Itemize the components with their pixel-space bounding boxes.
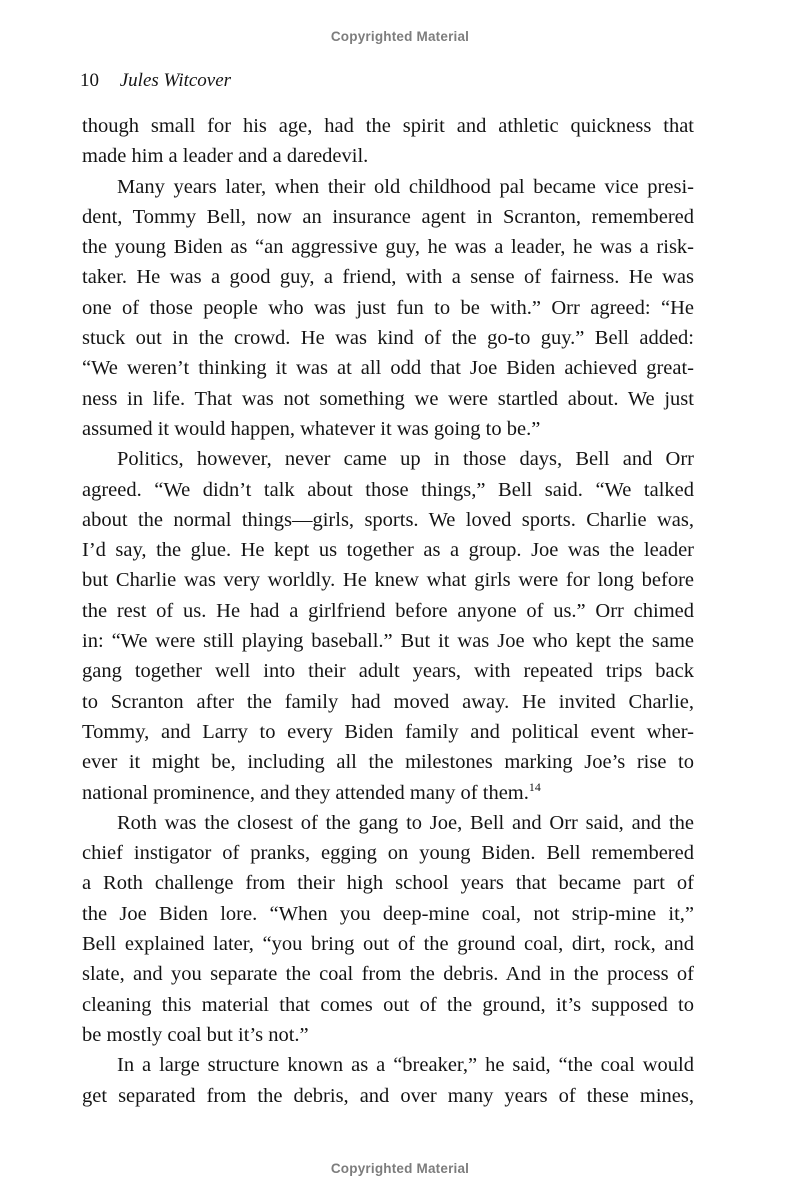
text-line: be mostly coal but it’s not.” [82, 1023, 309, 1046]
copyright-notice-bottom: Copyrighted Material [330, 1161, 470, 1176]
text-line: get separated from the debris, and over many years of these mines, [82, 1084, 694, 1107]
text-line: dent, Tommy Bell, now an insurance agent in Scranton, remembered [82, 205, 694, 228]
text-line: about the normal things—girls, sports. We loved sports. Charlie was, [82, 508, 694, 531]
text-line: one of those people who was just fun to be with.” Orr agreed: “He [82, 296, 694, 319]
text-line: gang together well into their adult years, with repeated trips back [82, 660, 694, 683]
text-line: a Roth challenge from their high school years that became part of [82, 872, 694, 895]
text-line: agreed. “We didn’t talk about those things,” Bell said. “We talked [82, 478, 694, 501]
text-line: assumed it would happen, whatever it was going to be.” [82, 417, 541, 440]
running-header-author: Jules Witcover [119, 70, 232, 91]
copyright-notice-top: Copyrighted Material [330, 29, 470, 44]
text-line: though small for his age, had the spirit and athletic quickness that [82, 115, 694, 137]
text-line: the rest of us. He had a girlfriend before anyone of us.” Orr chimed [82, 599, 694, 622]
text-line: taker. He was a good guy, a friend, with a sense of fairness. He was [82, 266, 694, 289]
text-line: in: “We were still playing baseball.” But it was Joe who kept the same [82, 630, 694, 653]
text-line: chief instigator of pranks, egging on young Biden. Bell remembered [82, 842, 694, 865]
text-line: Politics, however, never came up in those days, Bell and Orr [117, 448, 694, 471]
text-line: to Scranton after the family had moved away. He invited Charlie, [82, 690, 694, 713]
text-line: ness in life. That was not something we were startled about. We just [82, 387, 694, 410]
footnote-reference: 14 [528, 779, 541, 794]
text-line: cleaning this material that comes out of the ground, it’s supposed to [82, 993, 694, 1016]
text-line: I’d say, the glue. He kept us together as a group. Joe was the leader [82, 539, 694, 562]
text-line: Many years later, when their old childhood pal became vice presi- [117, 175, 694, 198]
text-line: made him a leader and a daredevil. [82, 145, 369, 168]
text-line: but Charlie was very worldly. He knew what girls were for long before [82, 569, 694, 592]
text-line: Roth was the closest of the gang to Joe, Bell and Orr said, and the [117, 811, 694, 834]
text-line: slate, and you separate the coal from the debris. And in the process of [82, 963, 694, 986]
text-line: ever it might be, including all the milestones marking Joe’s rise to [82, 751, 694, 774]
text-line: Tommy, and Larry to every Biden family and political event wher- [82, 720, 694, 743]
text-line: the Joe Biden lore. “When you deep-mine coal, not strip-mine it,” [82, 902, 694, 925]
page-header [80, 70, 231, 92]
text-line: “We weren’t thinking it was at all odd that Joe Biden achieved great- [82, 357, 694, 380]
text-line: stuck out in the crowd. He was kind of the go-to guy.” Bell added: [82, 327, 694, 350]
text-line: Bell explained later, “you bring out of the ground coal, dirt, rock, and [82, 933, 694, 956]
text-line: In a large structure known as a “breaker,” he said, “the coal would [117, 1054, 694, 1077]
text-line: the young Biden as “an aggressive guy, he was a leader, he was a risk- [82, 236, 694, 259]
body-text [82, 111, 694, 1111]
text-line: national prominence, and they attended many of them.$^{14}$ [82, 779, 541, 804]
page-number: 10 [80, 70, 99, 91]
